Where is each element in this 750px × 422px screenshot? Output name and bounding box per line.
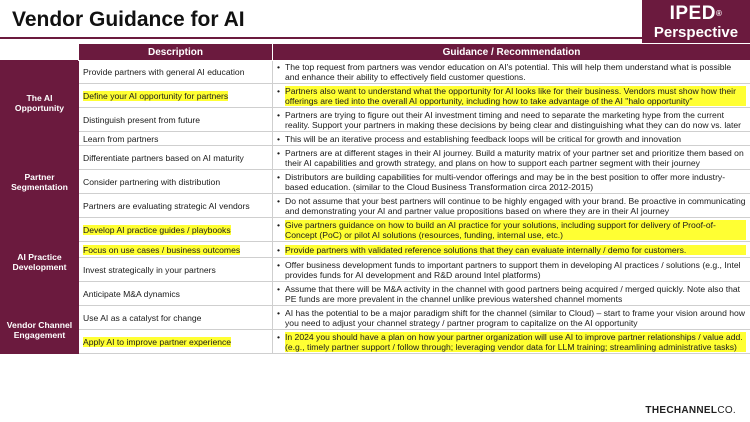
- bullet-icon: •: [277, 195, 281, 206]
- guidance-bullet: [277, 62, 746, 82]
- guidance-text: In 2024 you should have a plan on how your partner organization will use AI to improve partner relationships / value add. (e.g., timely partner support / follow through; leveraging vendor data for LLM training; streamlining administrative tasks): [285, 332, 746, 352]
- description-text: Focus on use cases / business outcomes: [83, 244, 241, 255]
- title-divider: [0, 37, 750, 39]
- guidance-cell: [273, 218, 750, 242]
- category-cell: Partner Segmentation: [1, 146, 79, 218]
- guidance-text: Partners also want to understand what the opportunity for AI looks like for their business. Vendors must show how their offerings are tied into the overall AI opportunity, including how to take advantage of the AI "halo opportunity": [285, 86, 746, 106]
- guidance-bullet: [277, 284, 746, 304]
- bullet-icon: •: [277, 331, 281, 342]
- description-text: Distinguish present from future: [83, 114, 201, 125]
- description-cell: [79, 282, 273, 306]
- guidance-bullet: [277, 260, 746, 280]
- guidance-cell: [273, 258, 750, 282]
- guidance-cell: [273, 194, 750, 218]
- description-text: Invest strategically in your partners: [83, 264, 216, 275]
- guidance-cell: [273, 282, 750, 306]
- table-row: [1, 84, 750, 108]
- description-cell: [79, 146, 273, 170]
- guidance-cell: [273, 132, 750, 146]
- bullet-icon: •: [277, 133, 281, 144]
- guidance-cell: [273, 170, 750, 194]
- brand-registered-mark: ®: [715, 9, 723, 18]
- guidance-bullet: [277, 196, 746, 216]
- description-text: Apply AI to improve partner experience: [83, 336, 232, 347]
- description-text: Partners are evaluating strategic AI vendors: [83, 200, 250, 211]
- guidance-cell: [273, 61, 750, 84]
- guidance-text: The top request from partners was vendor education on AI's potential. This will help them understand what is possible and enhance their ability to effectively field customer questions.: [285, 62, 732, 82]
- brand-name: IPED: [669, 3, 716, 24]
- description-cell: [79, 306, 273, 330]
- guidance-text: Distributors are building capabilities for multi-vendor offerings and may be in the best position to offer more industry-based education. (similar to the Cloud Business Transformation circa 2012-2015): [285, 171, 726, 192]
- description-text: Provide partners with general AI education: [83, 67, 245, 77]
- bullet-icon: •: [277, 62, 281, 72]
- guidance-bullet: [277, 220, 746, 240]
- description-text: Anticipate M&A dynamics: [83, 288, 180, 299]
- table-row: [1, 108, 750, 132]
- description-cell: [79, 218, 273, 242]
- guidance-bullet: [277, 134, 746, 144]
- guidance-bullet: [277, 148, 746, 168]
- guidance-text: Provide partners with validated reference solutions that they can evaluate internally / demo for customers.: [285, 245, 746, 255]
- description-text: Develop AI practice guides / playbooks: [83, 224, 231, 235]
- description-cell: [79, 84, 273, 108]
- guidance-cell: [273, 108, 750, 132]
- page-title: Vendor Guidance for AI: [12, 8, 245, 31]
- description-cell: [79, 330, 273, 354]
- category-cell: The AI Opportunity: [1, 61, 79, 146]
- the-channel-co-logo: [645, 405, 736, 416]
- description-text: Differentiate partners based on AI maturity: [83, 152, 244, 163]
- table-row: [1, 330, 750, 354]
- table-row: [1, 306, 750, 330]
- guidance-bullet: [277, 308, 746, 328]
- brand-line1: [642, 0, 750, 24]
- guidance-cell: [273, 84, 750, 108]
- guidance-bullet: [277, 172, 746, 192]
- guidance-text: Partners are at different stages in their AI journey. Build a maturity matrix of your partner set and prioritize them based on their AI capabilities and growth strategy, and plans on how to support each partner segment with their journey: [285, 147, 744, 168]
- guidance-text: Give partners guidance on how to build an AI practice for your solutions, including support for delivery of Proof-of-Concept (PoC) or pilot AI solutions (resources, funding, internal use, etc.): [285, 220, 746, 240]
- table-row: [1, 258, 750, 282]
- description-text: Use AI as a catalyst for change: [83, 312, 202, 323]
- col-header-description: Description: [79, 44, 273, 61]
- guidance-cell: [273, 330, 750, 354]
- category-cell: AI Practice Development: [1, 218, 79, 306]
- description-cell: [79, 194, 273, 218]
- bullet-icon: •: [277, 109, 281, 120]
- guidance-bullet: [277, 245, 746, 255]
- table-row: [1, 61, 750, 84]
- bullet-icon: •: [277, 171, 281, 182]
- guidance-text: Do not assume that your best partners will continue to be highly engaged with your brand. Be proactive in communicating and demonstrating your AI and partner value propositions based on where they are in their AI journey: [285, 195, 746, 216]
- description-cell: [79, 242, 273, 258]
- logo-suffix: CO.: [717, 405, 736, 416]
- description-text: Define your AI opportunity for partners: [83, 90, 229, 101]
- guidance-text: Partners are trying to figure out their AI investment timing and need to separate the marketing hype from the current reality. Support your partners in making these decisions by being clear and distinguishing what they can do now vs. later: [285, 109, 742, 130]
- guidance-bullet: [277, 86, 746, 106]
- description-cell: [79, 108, 273, 132]
- col-header-guidance: Guidance / Recommendation: [273, 44, 750, 61]
- bullet-icon: •: [277, 147, 281, 158]
- table-row: [1, 170, 750, 194]
- table-row: [1, 146, 750, 170]
- table-row: [1, 218, 750, 242]
- guidance-cell: [273, 146, 750, 170]
- bullet-icon: •: [277, 85, 281, 96]
- bullet-icon: •: [277, 307, 281, 318]
- logo-bold-text: THECHANNEL: [645, 405, 718, 416]
- guidance-bullet: [277, 110, 746, 130]
- guidance-text: AI has the potential to be a major paradigm shift for the channel (similar to Cloud) – start to frame your vision around how you need to adjust your channel strategy / partner program to capitalize on the AI opportunity: [285, 307, 745, 328]
- table-row: [1, 282, 750, 306]
- bullet-icon: •: [277, 283, 281, 294]
- guidance-text: Assume that there will be M&A activity in the channel with good partners being acquired / merged quickly. Note also that PE funds are more prevalent in the channel unlike previous watershed channel moments: [285, 283, 741, 304]
- bullet-icon: •: [277, 219, 281, 230]
- table-row: [1, 132, 750, 146]
- description-cell: [79, 170, 273, 194]
- table-body: [1, 61, 750, 354]
- bullet-icon: •: [277, 259, 281, 270]
- guidance-table: [0, 43, 750, 354]
- guidance-text: Offer business development funds to important partners to support them in developing AI practices / solutions (e.g., Intel provides funds for AI development and R&D around Intel platforms): [285, 259, 741, 280]
- guidance-cell: [273, 306, 750, 330]
- brand-line2: Perspective: [653, 24, 739, 41]
- description-text: Consider partnering with distribution: [83, 176, 221, 187]
- guidance-text: This will be an iterative process and establishing feedback loops will be critical for growth and innovation: [285, 133, 682, 144]
- bullet-icon: •: [277, 244, 281, 255]
- table-row: [1, 242, 750, 258]
- header-corner: [1, 44, 79, 61]
- guidance-bullet: [277, 332, 746, 352]
- description-text: Learn from partners: [83, 133, 159, 144]
- description-cell: [79, 61, 273, 84]
- category-cell: Vendor Channel Engagement: [1, 306, 79, 354]
- description-cell: [79, 258, 273, 282]
- iped-perspective-badge: [642, 0, 750, 44]
- table-row: [1, 194, 750, 218]
- description-cell: [79, 132, 273, 146]
- guidance-cell: [273, 242, 750, 258]
- table-header-row: [1, 44, 750, 61]
